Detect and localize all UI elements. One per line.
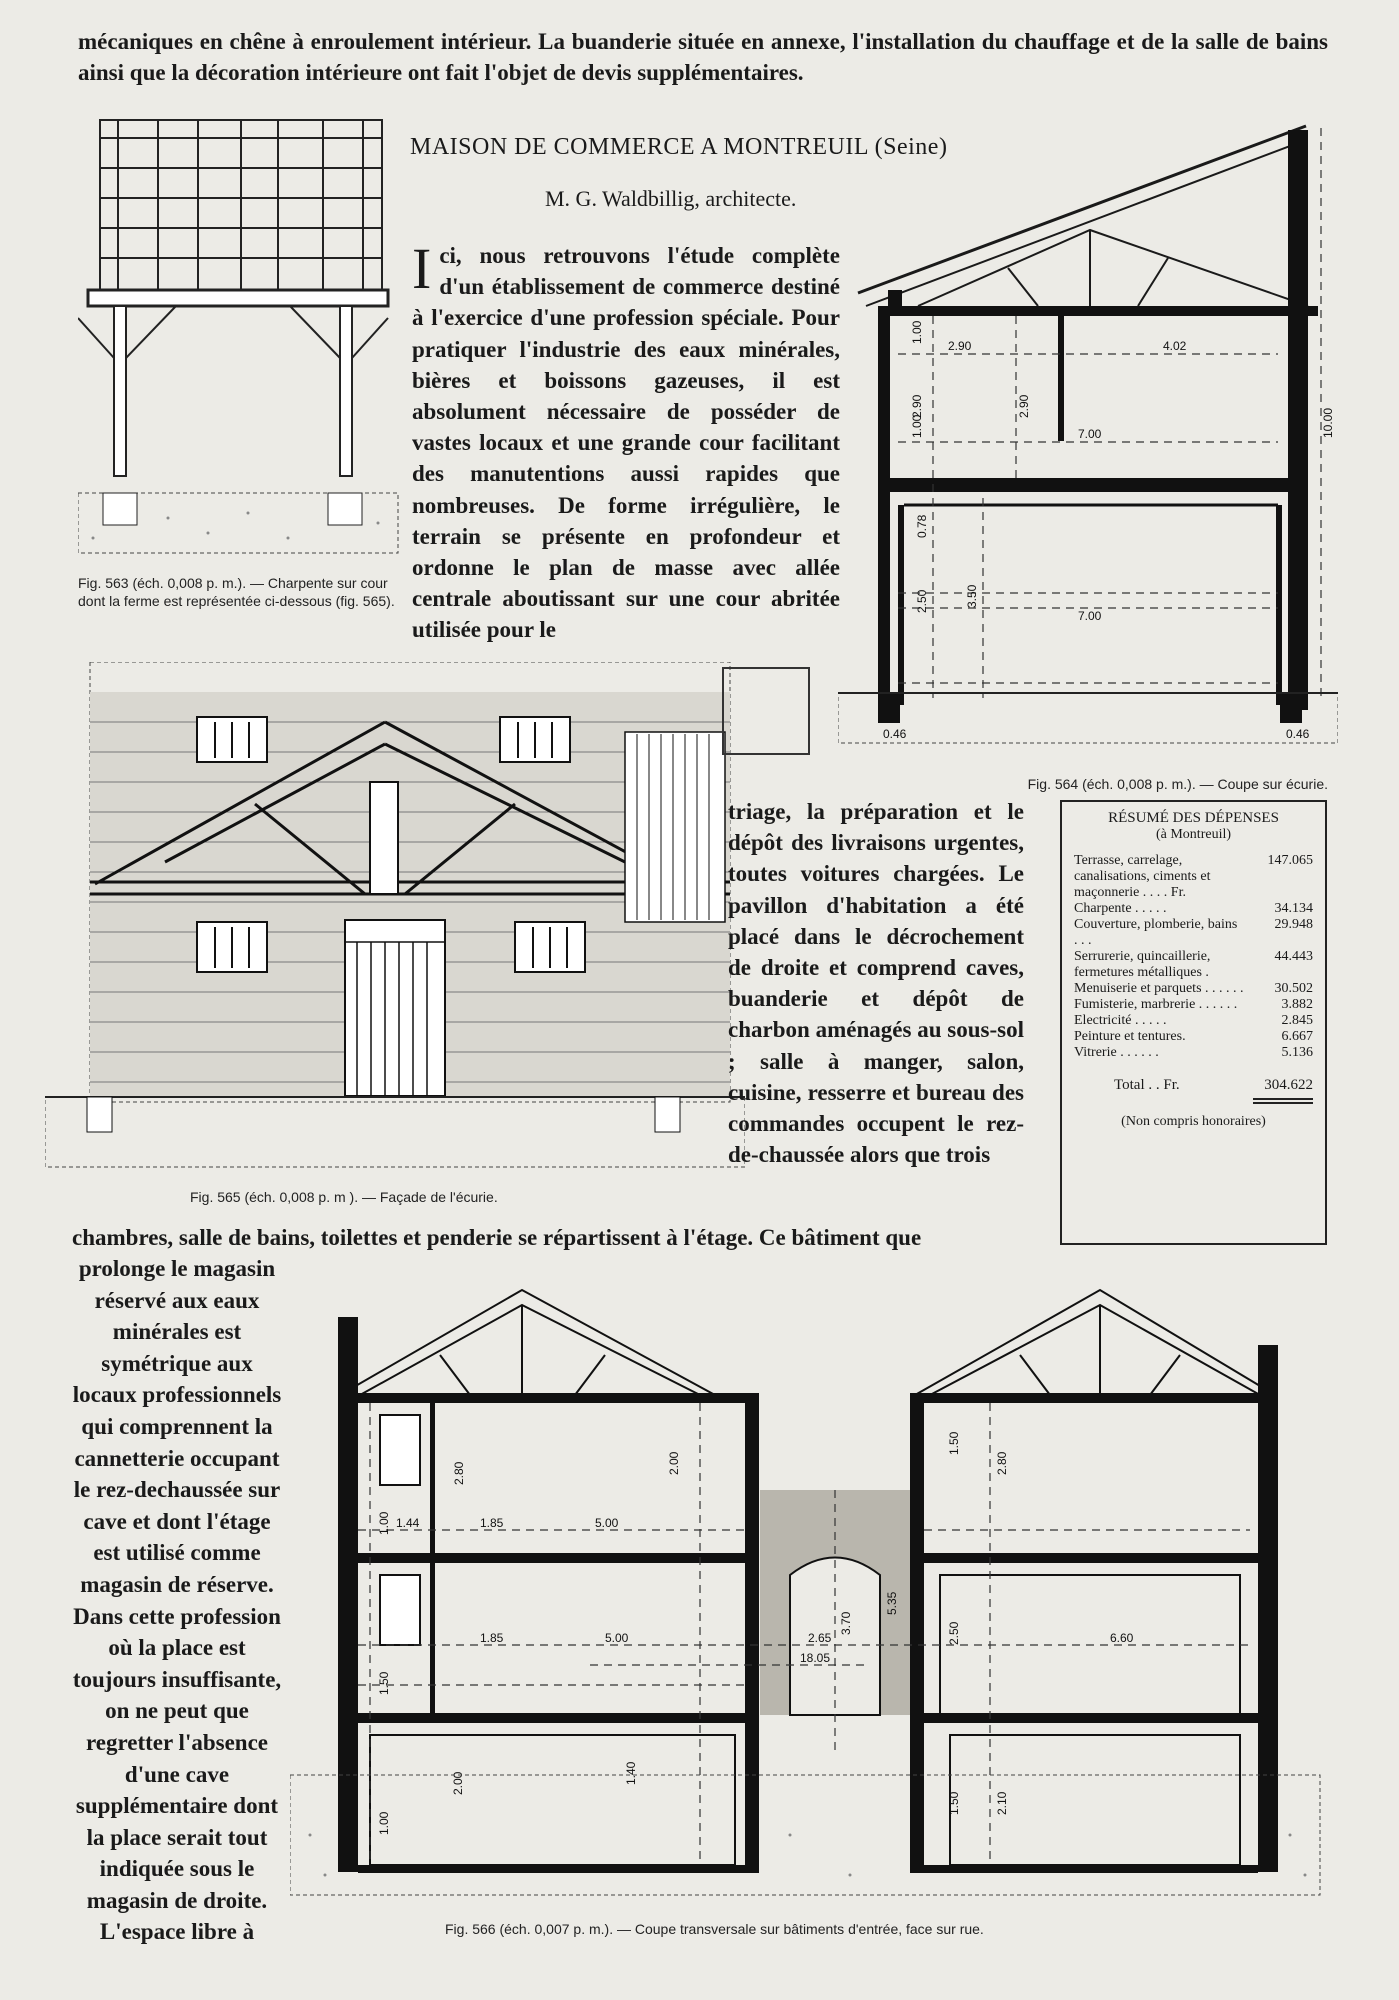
dim-564-11: 10.00 (1321, 407, 1335, 438)
dim-564-10: 7.00 (1078, 609, 1102, 623)
double-rule (1253, 1098, 1313, 1104)
expense-row: Vitrerie . . . . . . 5.136 (1074, 1045, 1313, 1060)
dim-564-1: 2.90 (948, 339, 972, 353)
small-square-figure (722, 667, 810, 755)
total-label: Total . . Fr. (1114, 1077, 1180, 1093)
dim-566-10: 5.35 (885, 1591, 899, 1615)
drop-cap: I (412, 236, 432, 301)
dim-566-11: 3.70 (839, 1611, 853, 1635)
dim-566-6: 1.85 (480, 1631, 504, 1645)
dim-564-13: 0.46 (1286, 727, 1310, 741)
expenses-subtitle: (à Montreuil) (1155, 827, 1232, 842)
paragraph-1: ci, nous retrouvons l'étude complète d'un établissement de commerce destiné à l'exercice d'une profession spéciale. Pour pratiquer l'industrie des eaux minérales, bières et boissons gazeuses, il est absolument nécessaire de posséder de vastes locaux et une grande cour facilitant des manutentions aussi rapides que nombreuses. De forme irrégulière, le terrain se présente en profondeur et ordonne le plan de masse avec allée centrale aboutissant sur une cour abritée utilisée pour le (412, 243, 840, 643)
dim-566-21: 1.00 (377, 1811, 391, 1835)
article-title: MAISON DE COMMERCE A MONTREUIL (Seine) (410, 134, 948, 160)
dim-564-2: 2.90 (1017, 394, 1031, 418)
article-body-col2 (728, 796, 1024, 1170)
expenses-title: RÉSUMÉ DES DÉPENSES (1108, 810, 1279, 826)
dim-566-14: 2.50 (947, 1621, 961, 1645)
expense-row: Menuiserie et parquets . . . . . . 30.502 (1074, 981, 1313, 996)
dim-566-7: 5.00 (605, 1631, 629, 1645)
paragraph-3: chambres, salle de bains, toilettes et penderie se répartissent à l'étage. Ce bâtiment que (72, 1225, 922, 1250)
caption-fig-563: Fig. 563 (éch. 0,008 p. m.). — Charpente sur cour dont la ferme est représentée ci-dessous (fig. 565). (78, 575, 395, 609)
dim-564-8: 2.50 (915, 589, 929, 613)
dim-566-17: 1.40 (624, 1761, 638, 1785)
dim-564-5: 2.90 (910, 394, 924, 418)
dim-566-12: 1.50 (947, 1431, 961, 1455)
expense-row: Peinture et tentures. 6.667 (1074, 1029, 1313, 1044)
dim-564-6: 7.00 (1078, 427, 1102, 441)
expenses-table (1060, 800, 1327, 1245)
expense-row: Serrurerie, quincaillerie, fermetures métalliques . 44.443 (1074, 949, 1313, 980)
paragraph-2: triage, la préparation et le dépôt des livraisons urgentes, toutes voitures chargées. Le pavillon d'habitation a été placé dans le décrochement de droite et comprend caves, buanderie et dépôt de charbon aménagés au sous-sol ; salle à manger, salon, cuisine, resserre et bureau des commandes occupent le rez-de-chaussée alors que trois (728, 799, 1024, 1168)
dim-566-2: 1.00 (377, 1511, 391, 1535)
expenses-total (1074, 1077, 1313, 1094)
caption-fig-566: Fig. 566 (éch. 0,007 p. m.). — Coupe transversale sur bâtiments d'entrée, face sur rue. (445, 1921, 984, 1937)
dim-566-3: 1.44 (396, 1516, 420, 1530)
dim-566-16: 2.00 (451, 1771, 465, 1795)
expense-row: Terrasse, carrelage, canalisations, ciments et maçonnerie . . . . Fr. 147.065 (1074, 853, 1313, 900)
dim-566-0: 2.80 (452, 1461, 466, 1485)
figure-566 (290, 1275, 1340, 1905)
dim-566-1: 2.00 (667, 1451, 681, 1475)
dim-566-20: 1.50 (377, 1671, 391, 1695)
expense-row: Electricité . . . . . 2.845 (1074, 1013, 1313, 1028)
dim-564-4: 1.00 (910, 414, 924, 438)
intro-paragraph: mécaniques en chêne à enroulement intérieur. La buanderie située en annexe, l'installation du chauffage et de la salle de bains ainsi que la décoration intérieure ont fait l'objet de devis supplémentaires. (78, 29, 1328, 85)
dim-564-0: 1.00 (910, 320, 924, 344)
dim-566-15: 6.60 (1110, 1631, 1134, 1645)
paragraph-4: prolonge le magasin réservé aux eaux minérales est symétrique aux locaux professionnels qui comprennent la cannetterie occupant le rez-dechaussée sur cave et dont l'étage est utilisé comme magasin de réserve. Dans cette profession où la place est toujours insuffisante, on ne peut que regretter l'absence d'une cave supplémentaire dont la place serait tout indiquée sous le magasin de droite. L'espace libre à (72, 1256, 282, 1945)
article-author: M. G. Waldbillig, architecte. (545, 186, 797, 211)
expenses-note: (Non compris honoraires) (1121, 1114, 1266, 1129)
dim-564-12: 0.46 (883, 727, 907, 741)
figure-565 (45, 662, 745, 1172)
expense-row: Fumisterie, marbrerie . . . . . . 3.882 (1074, 997, 1313, 1012)
dim-564-7: 0.78 (915, 514, 929, 538)
dim-564-9: 3.50 (965, 584, 979, 608)
article-body-col3 (72, 1253, 282, 1948)
expense-row: Couverture, plomberie, bains . . . 29.948 (1074, 917, 1313, 948)
dim-566-19: 2.10 (995, 1791, 1009, 1815)
dim-564-3: 4.02 (1163, 339, 1187, 353)
dim-566-5: 5.00 (595, 1516, 619, 1530)
dim-566-8: 2.65 (808, 1631, 832, 1645)
dim-566-4: 1.85 (480, 1516, 504, 1530)
dim-566-13: 2.80 (995, 1451, 1009, 1475)
expense-row: Charpente . . . . . 34.134 (1074, 901, 1313, 916)
article-body-col1 (412, 236, 840, 646)
figure-564 (838, 118, 1338, 758)
figure-563 (78, 118, 408, 568)
dim-566-9: 18.05 (800, 1651, 831, 1665)
dim-566-18: 1.50 (947, 1791, 961, 1815)
caption-fig-565: Fig. 565 (éch. 0,008 p. m ). — Façade de l'écurie. (190, 1189, 498, 1205)
caption-fig-564: Fig. 564 (éch. 0,008 p. m.). — Coupe sur écurie. (1027, 776, 1328, 792)
article-body-wide (72, 1222, 1030, 1253)
total-value: 304.622 (1264, 1077, 1313, 1093)
